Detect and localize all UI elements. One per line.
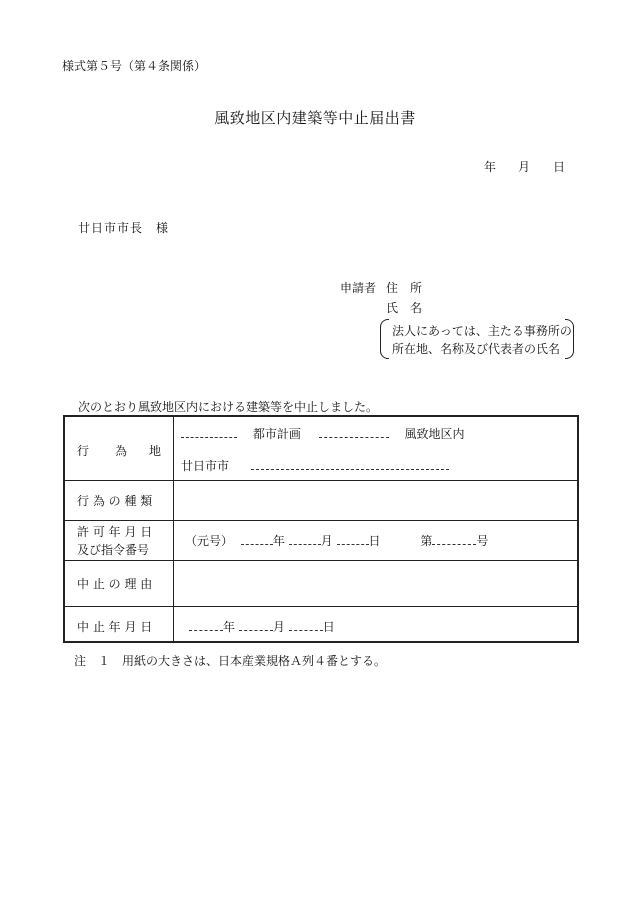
- blank-permit-year[interactable]: [241, 534, 273, 545]
- location-line1: 都市計画 風致地区内: [181, 425, 465, 442]
- form-number: 様式第５号（第４条関係）: [62, 59, 207, 73]
- location-line2: 廿日市市: [181, 457, 449, 474]
- blank-permit-day[interactable]: [337, 534, 369, 545]
- date-day-label: 日: [553, 160, 566, 174]
- permit-label-line2: 及び指令番号: [77, 543, 150, 557]
- left-bracket: [380, 319, 389, 359]
- form-table: [63, 415, 579, 643]
- name-label: 氏 名: [386, 301, 423, 315]
- reason-label: 中 止 の 理 由: [77, 577, 153, 591]
- blank-prefecture[interactable]: [181, 427, 237, 438]
- row-permit: [65, 520, 577, 561]
- row-action-type: [65, 480, 577, 521]
- row-action-type-label: [65, 480, 174, 520]
- date-year-label: 年: [484, 160, 497, 174]
- blank-stop-day[interactable]: [289, 620, 323, 631]
- blank-stop-year[interactable]: [189, 620, 223, 631]
- label-char-1: 行: [77, 444, 90, 458]
- row-location-label: [65, 417, 174, 480]
- corp-note-line1: 法人にあっては、主たる事務所の: [392, 324, 572, 338]
- corp-note-line2: 所在地、名称及び代表者の氏名: [392, 342, 561, 356]
- row-reason: [65, 560, 577, 607]
- label-char-2: 為: [115, 444, 128, 458]
- row-location: [65, 417, 577, 481]
- blank-address[interactable]: [251, 459, 449, 470]
- address-label: 住 所: [386, 281, 423, 295]
- permit-value: （元号） 年 月 日 第 号: [185, 534, 489, 548]
- addressee: 廿日市市長 様: [78, 221, 170, 235]
- row-stop-date-label: [65, 606, 174, 643]
- row-permit-label: [65, 520, 174, 560]
- date-month-label: 月: [518, 160, 531, 174]
- corporation-note: [380, 319, 574, 357]
- stop-date-value: 年 月 日: [189, 618, 335, 635]
- stop-date-label: 中 止 年 月 日: [77, 620, 153, 634]
- action-type-label: 行 為 の 種 類: [77, 494, 153, 508]
- blank-permit-month[interactable]: [289, 534, 321, 545]
- blank-stop-month[interactable]: [239, 620, 273, 631]
- row-reason-label: [65, 560, 174, 606]
- footnote: 注 １ 用紙の大きさは、日本産業規格Ａ列４番とする。: [74, 654, 387, 668]
- applicant-label: 申請者: [340, 281, 377, 295]
- intro-text: 次のとおり風致地区内における建築等を中止しました。: [78, 400, 379, 414]
- row-stop-date: [65, 606, 577, 643]
- document-title: 風致地区内建築等中止届出書: [214, 109, 416, 127]
- label-char-3: 地: [149, 444, 162, 458]
- blank-plan-name[interactable]: [319, 427, 389, 438]
- permit-label-line1: 許 可 年 月 日: [77, 525, 153, 539]
- blank-permit-number[interactable]: [432, 534, 476, 545]
